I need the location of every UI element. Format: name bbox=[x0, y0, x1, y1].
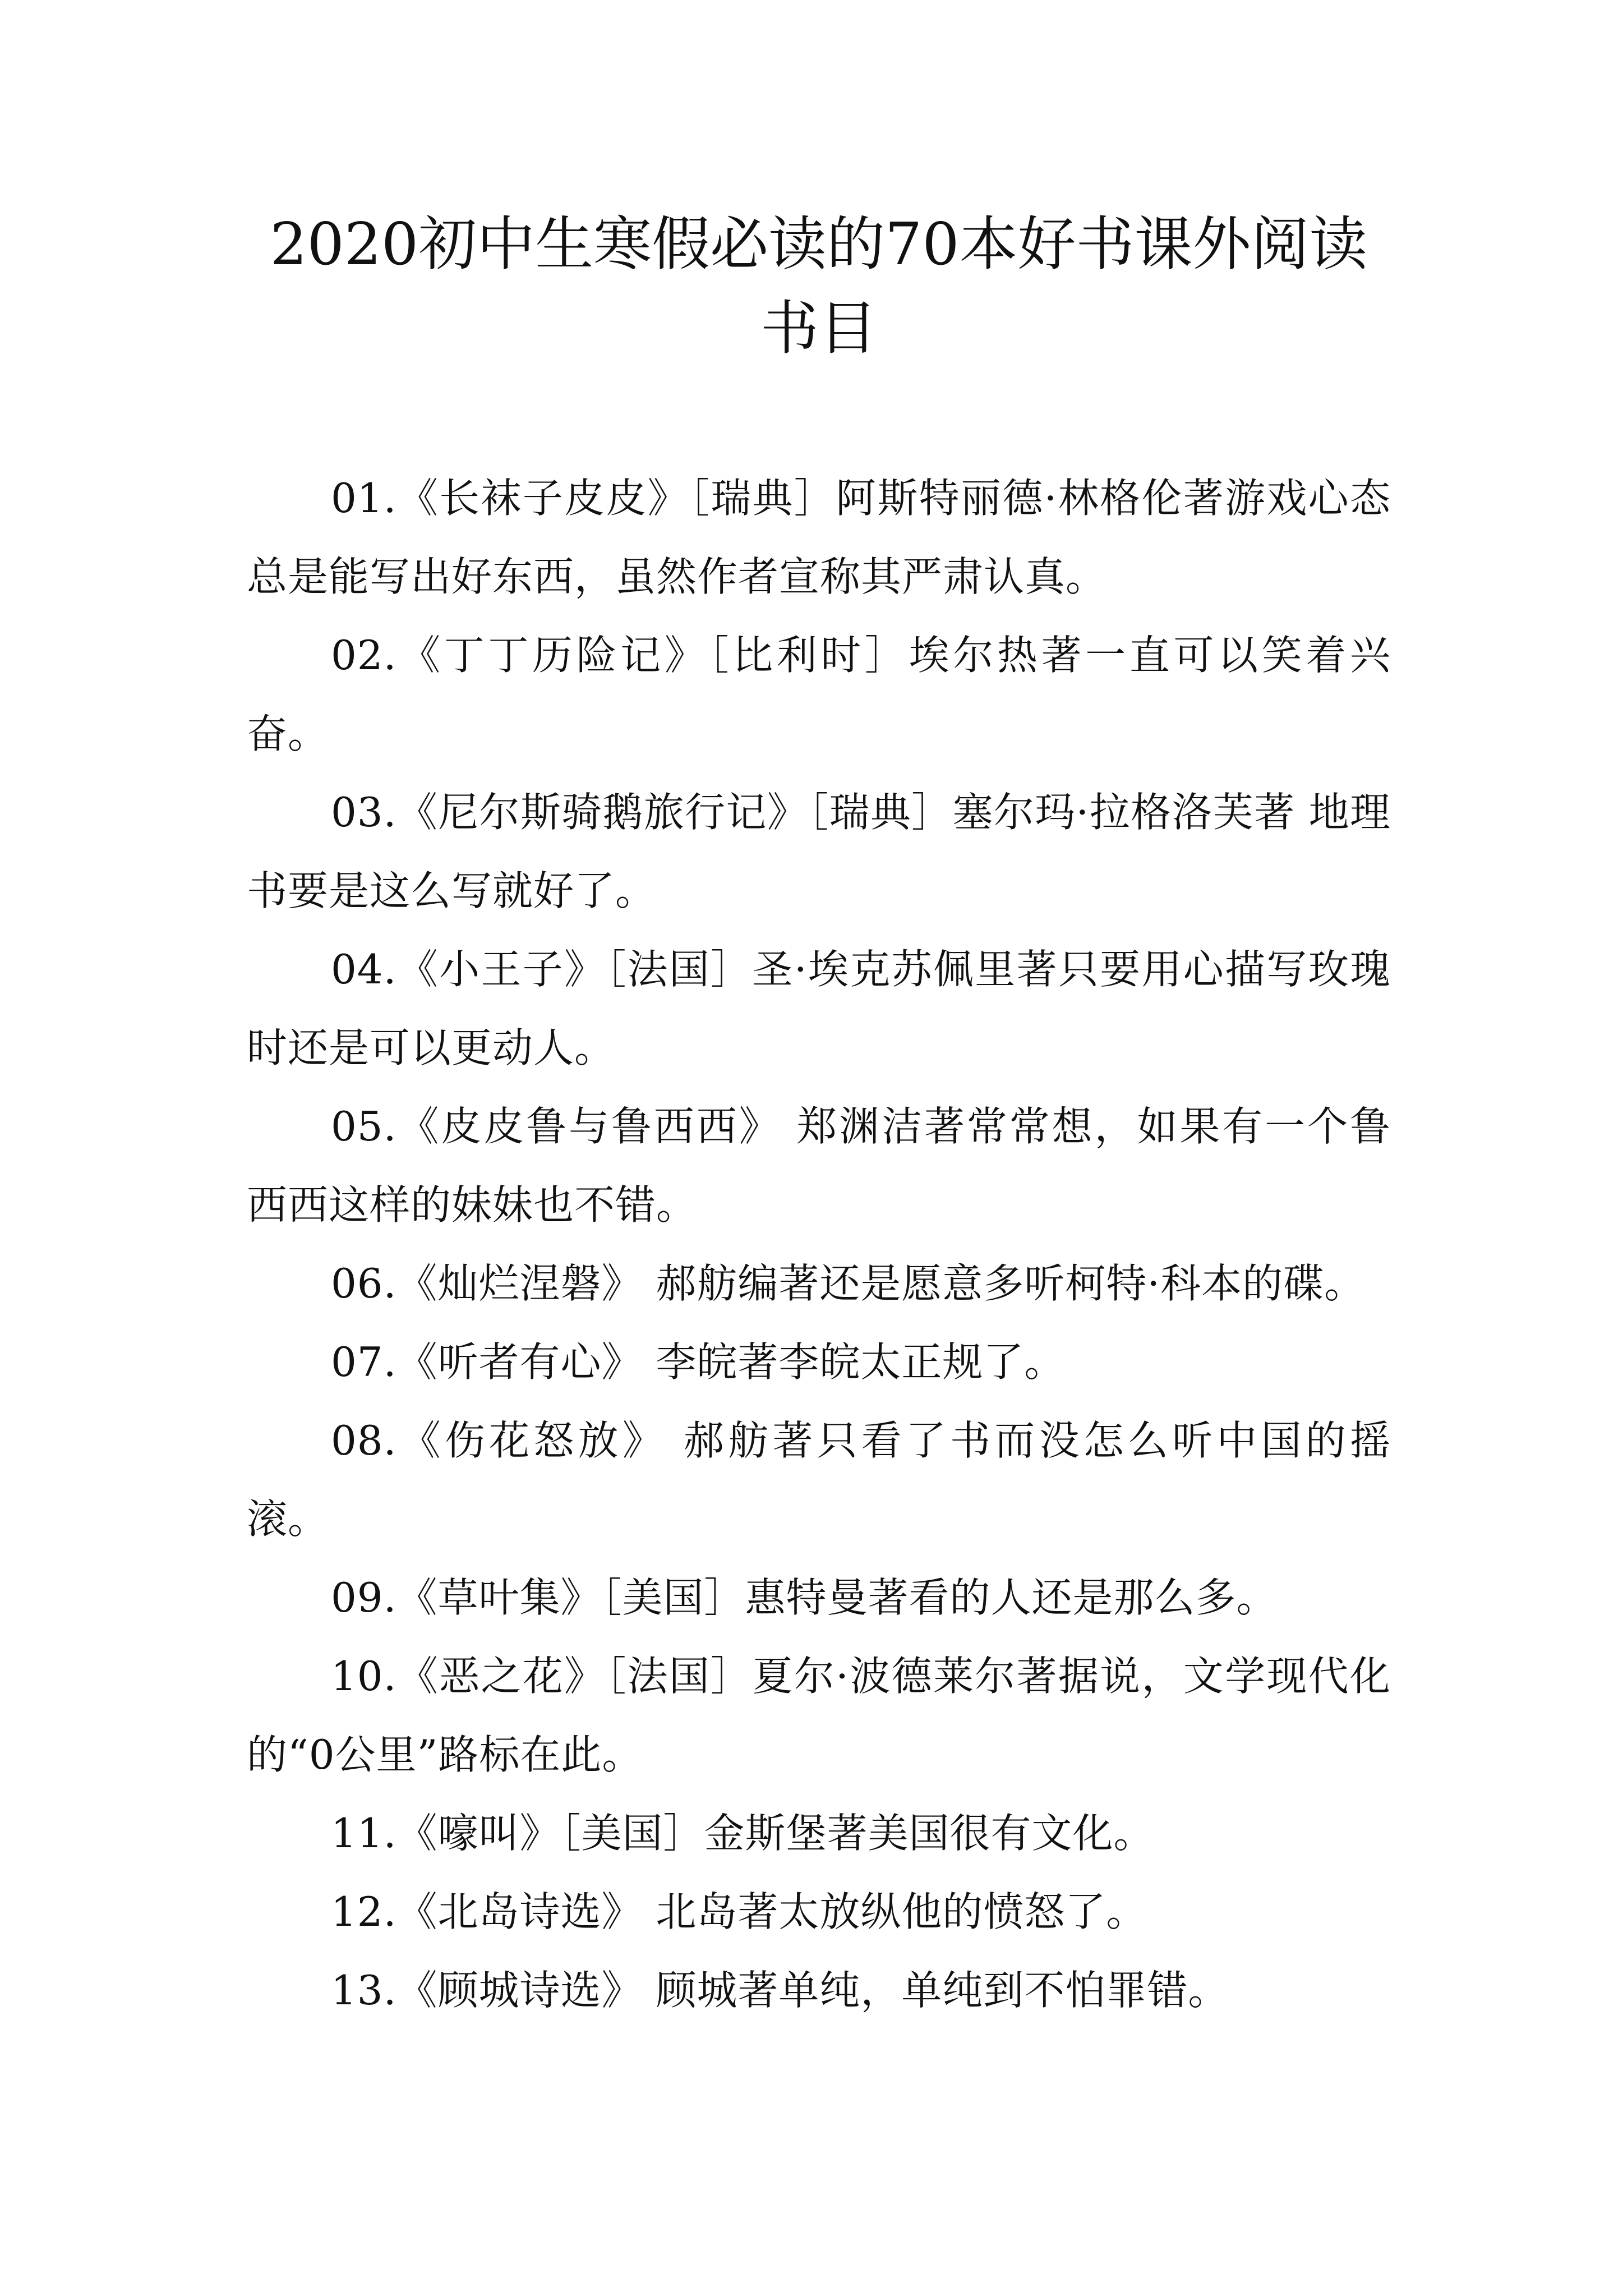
list-item: 13.《顾城诗选》 顾城著单纯，单纯到不怕罪错。 bbox=[331, 1967, 1229, 2014]
list-item: 02.《丁丁历险记》［比利时］埃尔热著一直可以笑着兴奋。 bbox=[247, 632, 1391, 757]
list-item: 08.《伤花怒放》 郝舫著只看了书而没怎么听中国的摇滚。 bbox=[247, 1417, 1391, 1543]
list-item: 10.《恶之花》［法国］夏尔·波德莱尔著据说，文学现代化的“0公里”路标在此。 bbox=[247, 1653, 1391, 1778]
list-item: 01.《长袜子皮皮》［瑞典］阿斯特丽德·林格伦著游戏心态总是能写出好东西，虽然作者宣称其严肃认真。 bbox=[247, 475, 1391, 600]
document-title: 2020初中生寒假必读的70本好书课外阅读书目 bbox=[270, 210, 1368, 362]
list-item: 12.《北岛诗选》 北岛著太放纵他的愤怒了。 bbox=[331, 1888, 1147, 1935]
list-item: 04.《小王子》［法国］圣·埃克苏佩里著只要用心描写玫瑰时还是可以更动人。 bbox=[247, 946, 1391, 1071]
list-item: 09.《草叶集》［美国］惠特曼著看的人还是那么多。 bbox=[331, 1574, 1278, 1621]
list-item: 05.《皮皮鲁与鲁西西》 郑渊洁著常常想，如果有一个鲁西西这样的妹妹也不错。 bbox=[247, 1103, 1391, 1228]
list-item: 03.《尼尔斯骑鹅旅行记》［瑞典］塞尔玛·拉格洛芙著 地理书要是这么写就好了。 bbox=[247, 789, 1391, 914]
book-list bbox=[247, 459, 1391, 2030]
list-item: 11.《嚎叫》［美国］金斯堡著美国很有文化。 bbox=[331, 1810, 1155, 1857]
list-item: 06.《灿烂涅磐》 郝舫编著还是愿意多听柯特·科本的碟。 bbox=[331, 1260, 1366, 1307]
list-item: 07.《听者有心》 李皖著李皖太正规了。 bbox=[331, 1338, 1066, 1386]
